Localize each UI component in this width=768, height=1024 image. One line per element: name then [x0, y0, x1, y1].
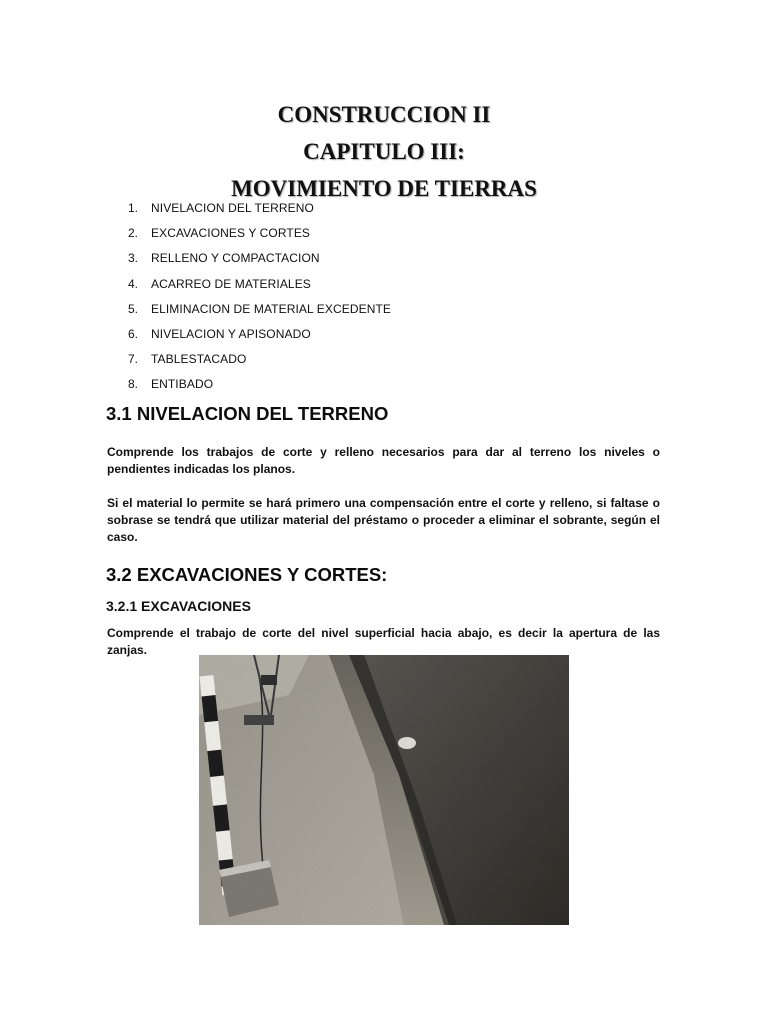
toc-text: ELIMINACION DE MATERIAL EXCEDENTE	[151, 301, 392, 316]
toc-item	[128, 324, 391, 349]
toc-text: TABLESTACADO	[151, 352, 247, 367]
section-3-1-paragraph-1: Comprende los trabajos de corte y relleno necesarios para dar al terreno los niveles o pendientes indicadas los planos.	[107, 445, 660, 476]
toc-item	[128, 374, 391, 399]
toc-item	[128, 223, 391, 248]
toc-number: 2.	[128, 226, 139, 241]
toc-item	[128, 299, 391, 324]
section-3-1-heading: 3.1 NIVELACION DEL TERRENO	[106, 403, 389, 424]
title-topic: MOVIMIENTO DE TIERRAS	[231, 176, 537, 201]
toc-item	[128, 274, 391, 299]
table-of-contents	[128, 198, 391, 400]
toc-item	[128, 349, 391, 374]
title-course: CONSTRUCCION II	[277, 102, 491, 127]
section-3-2-1-subheading: 3.2.1 EXCAVACIONES	[106, 598, 251, 614]
toc-number: 1.	[128, 201, 139, 215]
toc-item	[128, 198, 391, 223]
toc-text: ACARREO DE MATERIALES	[151, 276, 311, 291]
toc-number: 8.	[128, 377, 139, 392]
toc-text: RELLENO Y COMPACTACION	[151, 251, 320, 266]
section-3-1-paragraph-2: Si el material lo permite se hará primero una compensación entre el corte y relleno, si faltase o sobrase se tendrá que utilizar material del préstamo o proceder a eliminar el sobrante, según el caso.	[107, 496, 660, 544]
toc-number: 3.	[128, 251, 139, 266]
toc-item	[128, 248, 391, 273]
toc-number: 6.	[128, 326, 139, 341]
trench-excavation-photo-icon	[199, 655, 569, 925]
toc-text: EXCAVACIONES Y CORTES	[151, 226, 311, 241]
toc-number: 4.	[128, 276, 139, 291]
toc-number: 7.	[128, 352, 139, 367]
toc-number: 5.	[128, 301, 139, 316]
section-3-2-1-paragraph: Comprende el trabajo de corte del nivel superficial hacia abajo, es decir la apertura de las zanjas.	[107, 626, 660, 657]
toc-text: NIVELACION Y APISONADO	[151, 326, 311, 341]
section-3-2-heading: 3.2 EXCAVACIONES Y CORTES:	[106, 564, 388, 585]
toc-text: NIVELACION DEL TERRENO	[151, 201, 314, 215]
title-chapter: CAPITULO III:	[303, 139, 465, 164]
title-block	[0, 96, 768, 207]
toc-text: ENTIBADO	[151, 377, 214, 392]
